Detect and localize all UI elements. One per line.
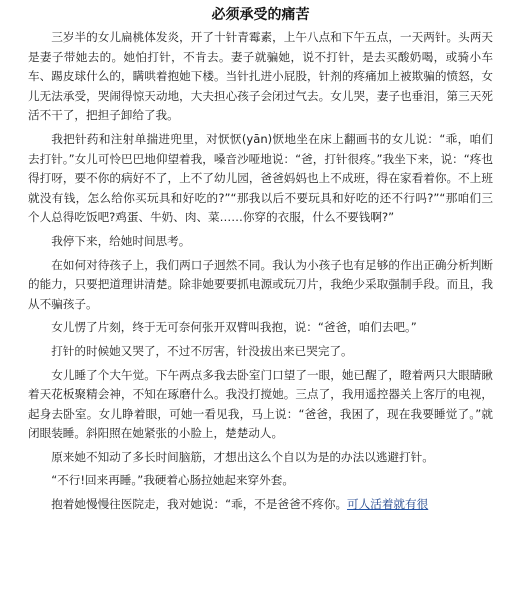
highlighted-link-text[interactable]: 可人活着就有很: [347, 497, 429, 512]
paragraph: 原来她不知动了多长时间脑筋，才想出这么个自以为是的办法以逃避打针。: [51, 449, 434, 464]
article-title: 必须承受的痛苦: [211, 7, 310, 23]
paragraph: “不行!回来再睡。”我硬着心肠拉她起来穿外套。: [51, 473, 294, 488]
paragraph: 女儿愣了片刻，终于无可奈何张开双臂叫我抱，说：“爸爸，咱们去吧。”: [51, 320, 417, 335]
paragraph-last: [28, 495, 493, 515]
paragraph: 我停下来，给她时间思考。: [51, 233, 191, 248]
paragraph-text: 抱着她慢慢往医院走，我对她说：“乖，不是爸爸不疼你。: [51, 497, 348, 512]
paragraph: 我把针药和注射单揣进兜里，对恹恹(yān)恹地坐在床上翻画书的女儿说：“乖，咱们去打针。”女儿可怜巴巴地仰望着我，嗓音沙哑地说：“爸，打针很疼。”我坐下来，说：“疼也得打呀，要不你的病好不了，上不了幼儿园，爸爸妈妈也上不成班，得在家看着你。不上班就没有钱，怎么给你买玩具和好吃的?”“那我以后不要玩具和好吃的还不行吗?”“那咱们三个人总得吃饭吧?鸡蛋、牛奶、肉、菜……你穿的衣服，什么不要钱啊?”: [28, 131, 493, 225]
paragraph: 打针的时候她又哭了，不过不厉害，针没拔出来已哭完了。: [51, 343, 353, 358]
paragraph: 女儿睡了个大午觉。下午两点多我去卧室门口望了一眼，她已醒了，瞪着两只大眼睛瞅着天花板聚精会神，不知在琢磨什么。我没打搅她。三点了，我用遥控器关上客厅的电视，起身去卧室。女儿睁着眼，可她一看见我，马上说：“爸爸，我困了，现在我要睡觉了。”就闭眼装睡。斜阳照在她紧张的小脸上，楚楚动人。: [28, 367, 493, 441]
paragraph: 三岁半的女儿扁桃体发炎，开了十针青霉素，上午八点和下午五点，一天两针。头两天是妻子带她去的。她怕打针，不肯去。妻子就骗她，说不打针，是去买酸奶喝，或骑小车车、踢皮球什么的，瞒哄着抱她下楼。当针扎进小屁股，针剂的疼痛加上被欺骗的愤怒，女儿无法承受，哭闹得惊天动地，大夫担心孩子会闭过气去。女儿哭，妻子也垂泪，第三天死活不干了，把担子卸给了我。: [28, 30, 493, 123]
paragraph: 在如何对待孩子上，我们两口子迥然不同。我认为小孩子也有足够的作出正确分析判断的能力，只要把道理讲清楚。除非她要要抓电源或玩刀片，我绝少采取强制手段。而且，我从不骗孩子。: [28, 257, 493, 311]
